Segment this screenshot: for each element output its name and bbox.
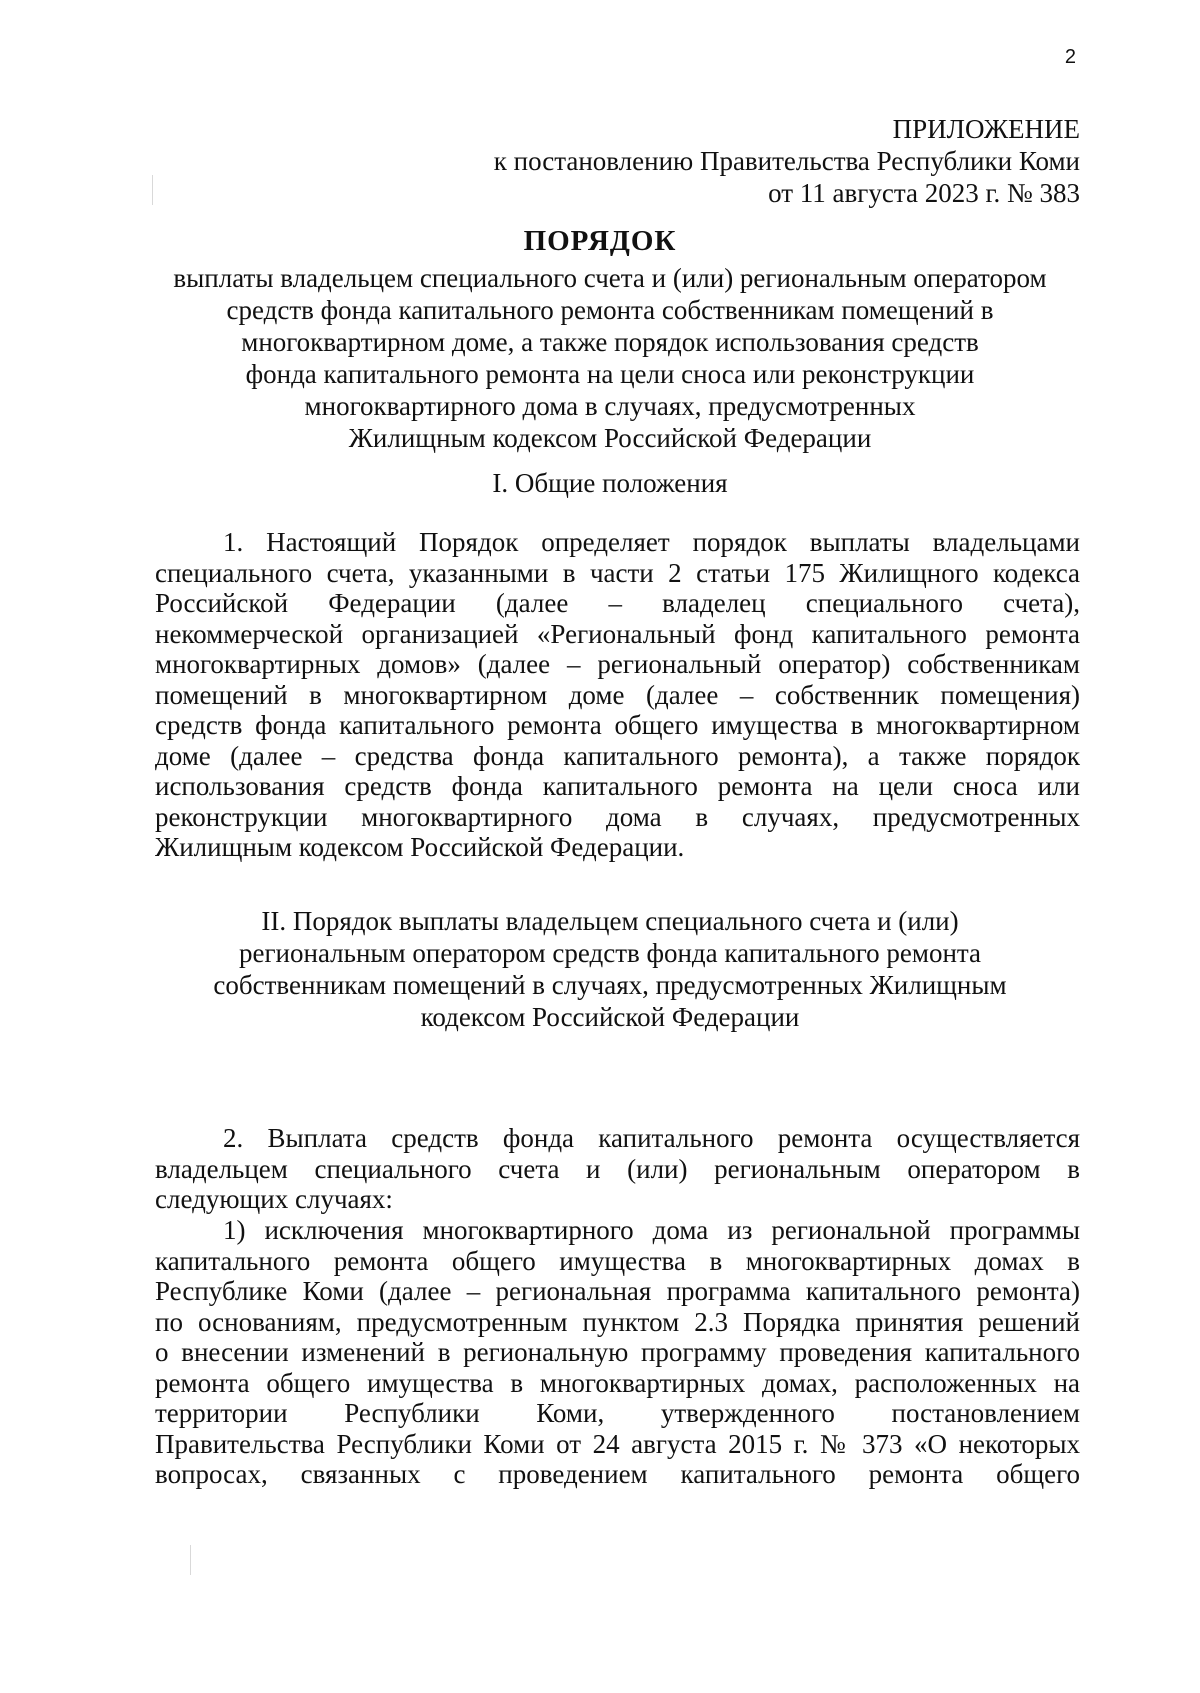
paragraph-line: некоммерческой организацией «Региональный фонд капитального ремонта <box>155 618 1080 649</box>
section-2-heading-line: кодексом Российской Федерации <box>420 1002 800 1032</box>
paragraph-line: использования средств фонда капитального ремонта на цели сноса или <box>155 771 1080 801</box>
subtitle-line: Жилищным кодексом Российской Федерации <box>348 423 872 453</box>
appendix-title: ПРИЛОЖЕНИЕ <box>892 114 1080 144</box>
section-2-heading-line: собственникам помещений в случаях, предусмотренных Жилищным <box>213 970 1007 1000</box>
scan-artifact-mark <box>190 1545 191 1575</box>
paragraph-1 <box>155 527 1080 863</box>
paragraph-line: территории Республики Коми, утвержденного постановлением <box>155 1398 1080 1428</box>
list-item-1 <box>155 1215 1080 1490</box>
subtitle-line: фонда капитального ремонта на цели сноса или реконструкции <box>245 359 975 389</box>
paragraph-line: владельцем специального счета и (или) региональным оператором в <box>155 1153 1080 1184</box>
paragraph-line: доме (далее – средства фонда капитального ремонта), а также порядок <box>155 740 1080 771</box>
paragraph-line: о внесении изменений в региональную программу проведения капитального <box>155 1337 1080 1367</box>
subtitle-line: выплаты владельцем специального счета и (или) региональным оператором <box>173 263 1047 293</box>
appendix-block <box>494 113 1080 209</box>
scan-artifact-mark <box>152 175 153 205</box>
section-2-heading-line: II. Порядок выплаты владельцем специального счета и (или) <box>261 906 959 936</box>
document-title: ПОРЯДОК <box>523 225 677 257</box>
paragraph-line: ремонта общего имущества в многоквартирных домах, расположенных на <box>155 1367 1080 1398</box>
paragraph-line: Правительства Республики Коми от 24 августа 2015 г. № 373 «О некоторых <box>155 1428 1080 1459</box>
paragraph-line: по основаниям, предусмотренным пунктом 2.3 Порядка принятия решений <box>155 1306 1080 1337</box>
paragraph-line: Российской Федерации (далее – владелец специального счета), <box>155 588 1080 618</box>
paragraph-line: многоквартирных домов» (далее – региональный оператор) собственникам <box>155 649 1080 679</box>
paragraph-line: 1) исключения многоквартирного дома из региональной программы <box>223 1215 1080 1245</box>
paragraph-line: капитального ремонта общего имущества в многоквартирных домах в <box>155 1245 1080 1276</box>
section-1-heading <box>140 467 1080 499</box>
paragraph-line: помещений в многоквартирном доме (далее – собственник помещения) <box>155 679 1080 710</box>
paragraph-line: 1. Настоящий Порядок определяет порядок выплаты владельцами <box>223 527 1080 557</box>
section-1-heading-text: I. Общие положения <box>492 468 728 498</box>
subtitle-line: многоквартирном доме, а также порядок использования средств <box>241 327 979 357</box>
paragraph-2 <box>155 1123 1080 1215</box>
paragraph-line: следующих случаях: <box>155 1184 393 1214</box>
section-2-heading-line: региональным оператором средств фонда капитального ремонта <box>238 938 982 968</box>
page-number: 2 <box>1064 46 1076 68</box>
section-2-heading <box>140 905 1080 1033</box>
subtitle-line: средств фонда капитального ремонта собственникам помещений в <box>226 295 994 325</box>
paragraph-line: Жилищным кодексом Российской Федерации. <box>155 832 685 862</box>
paragraph-line: Республике Коми (далее – региональная программа капитального ремонта) <box>155 1276 1080 1306</box>
appendix-date-line: от 11 августа 2023 г. № 383 <box>768 178 1080 208</box>
paragraph-line: средств фонда капитального ремонта общего имущества в многоквартирном <box>155 710 1080 740</box>
appendix-resolution-line: к постановлению Правительства Республики Коми <box>493 146 1080 176</box>
paragraph-line: 2. Выплата средств фонда капитального ремонта осуществляется <box>223 1123 1080 1153</box>
paragraph-line: реконструкции многоквартирного дома в случаях, предусмотренных <box>155 801 1080 832</box>
paragraph-line: специального счета, указанными в части 2 статьи 175 Жилищного кодекса <box>155 557 1080 588</box>
paragraph-line: вопросах, связанных с проведением капитального ремонта общего <box>155 1459 1080 1489</box>
document-subtitle <box>140 262 1080 454</box>
subtitle-line: многоквартирного дома в случаях, предусмотренных <box>304 391 916 421</box>
